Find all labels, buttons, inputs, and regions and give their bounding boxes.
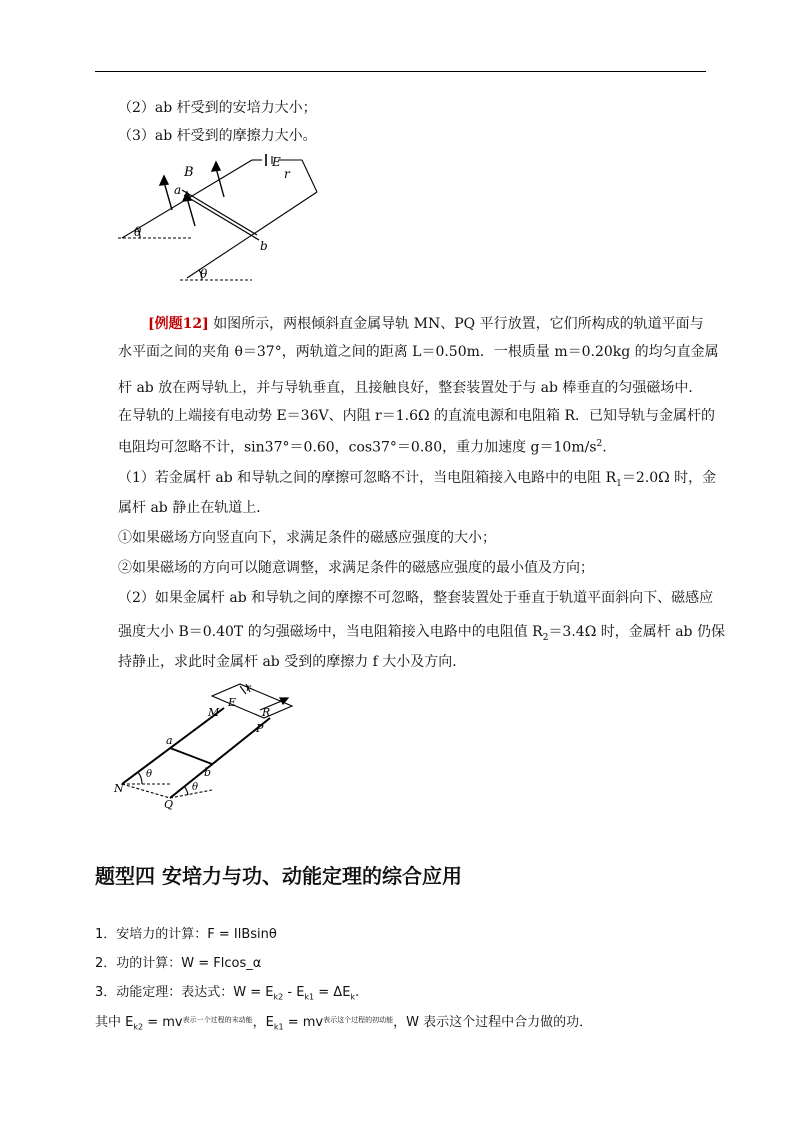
example12-line-4: 在导轨的上端接有电动势 E＝36V、内阻 r＝1.6Ω 的直流电源和电阻箱 R．已知导轨与金属杆的: [118, 408, 716, 424]
fig2-label-theta-2: θ: [192, 782, 199, 793]
section4-item-3: 3．动能定理：表达式：$W = E_{k2} - E_{k1} = \Delta E_k$.: [95, 985, 360, 1002]
fig2-label-R: R: [262, 706, 271, 719]
fig2-label-a: a: [166, 734, 173, 747]
header-rule: [95, 71, 706, 72]
question-part-2: （2）ab 杆受到的安培力大小；: [118, 100, 317, 116]
example12-line-11: 强度大小 B＝0.40T 的匀强磁场中，当电阻箱接入电路中的电阻值 $R_2=3.4\Omega$ 时，金属杆 ab 仍保: [118, 624, 725, 643]
figure-inclined-rails-2: [112, 680, 312, 812]
question-part-3: （3）ab 杆受到的摩擦力大小。: [118, 128, 317, 144]
fig1-label-r: r: [284, 167, 290, 181]
fig2-label-N: N: [114, 782, 124, 795]
fig2-label-b: b: [204, 766, 212, 779]
fig2-label-theta-1: θ: [146, 769, 153, 780]
fig1-label-theta-top: θ: [134, 225, 142, 239]
section4-kinetic-energy-note: 其中 $E_{k2} = mv^{表示一个过程的末动能}$，$E_{k1} = mv^{表示这个过程的初动能}$，W 表示这个过程中合力做的功．: [95, 1015, 593, 1032]
example12-line-1: [例题12] 如图所示，两根倾斜直金属导轨 MN、PQ 平行放置，它们所构成的轨道平面与: [148, 316, 704, 332]
fig1-label-E: E: [272, 155, 281, 169]
example12-line-3: 杆 ab 放在两导轨上，并与导轨垂直，且接触良好，整套装置处于与 ab 棒垂直的匀强磁场中．: [118, 380, 703, 396]
fig1-label-b: b: [260, 239, 268, 253]
fig2-label-P: P: [256, 722, 264, 735]
example12-label: [例题12]: [148, 316, 209, 332]
section-title: 题型四 安培力与功、动能定理的综合应用: [95, 864, 462, 888]
fig2-label-M: M: [208, 706, 220, 719]
example12-line-7: 属杆 ab 静止在轨道上．: [118, 500, 271, 516]
example12-line-5: 电阻均可忽略不计，sin37°＝0.60，cos37°＝0.80，重力加速度 $g=10m/s^2$.: [118, 439, 607, 456]
fig1-label-a: a: [174, 183, 182, 197]
fig1-label-B: B: [184, 165, 194, 180]
fig2-label-E: E: [228, 696, 237, 709]
fig2-label-Q: Q: [164, 798, 174, 811]
fig1-label-theta-bottom: θ: [200, 267, 208, 281]
example12-line-8: ①如果磁场方向竖直向下，求满足条件的磁感应强度的大小；: [118, 530, 496, 546]
figure-inclined-rails-1: [112, 150, 342, 290]
section4-item-2: 2．功的计算：W = Flcos_α: [95, 956, 262, 971]
example12-line-2: 水平面之间的夹角 θ＝37°，两轨道之间的距离 L＝0.50m．一根质量 m＝0.20kg 的均匀直金属: [118, 344, 719, 360]
example12-line-6: （1）若金属杆 ab 和导轨之间的摩擦可忽略不计，当电阻箱接入电路中的电阻 $R_1=2.0\Omega$ 时，金: [118, 470, 717, 489]
example12-line-10: （2）如果金属杆 ab 和导轨之间的摩擦不可忽略，整套装置处于垂直于轨道平面斜向下、磁感应: [118, 590, 714, 606]
fig2-label-r: r: [246, 683, 251, 694]
example12-line-9: ②如果磁场的方向可以随意调整，求满足条件的磁感应强度的最小值及方向；: [118, 560, 594, 576]
example12-line-12: 持静止，求此时金属杆 ab 受到的摩擦力 f 大小及方向．: [118, 654, 467, 670]
section4-item-1: 1．安培力的计算：F = IlBsinθ: [95, 927, 277, 942]
